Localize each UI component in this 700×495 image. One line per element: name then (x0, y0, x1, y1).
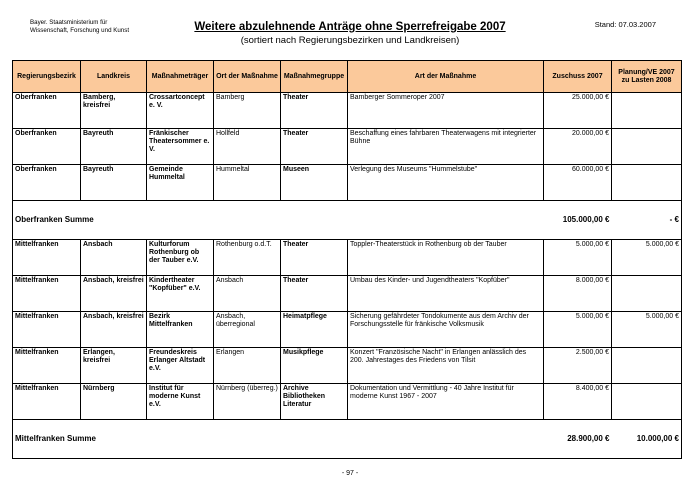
cell-regierungsbezirk: Mittelfranken (13, 384, 81, 420)
cell-planung (612, 93, 682, 129)
cell-art: Konzert "Französische Nacht" in Erlangen anlässlich des 200. Jahrestages des Friedens von Tilsit (348, 348, 544, 384)
cell-landkreis: Erlangen, kreisfrei (81, 348, 147, 384)
cell-massnahmetraeger: Fränkischer Theatersommer e. V. (147, 129, 214, 165)
table-row (13, 93, 682, 129)
cell-ort: Hollfeld (214, 129, 281, 165)
summary-zuschuss: 28.900,00 € (544, 420, 612, 459)
cell-landkreis: Nürnberg (81, 384, 147, 420)
ministry-line-2: Wissenschaft, Forschung und Kunst (30, 27, 130, 34)
table-row (13, 384, 682, 420)
cell-art: Bamberger Sommeroper 2007 (348, 93, 544, 129)
cell-art: Dokumentation und Vermittlung - 40 Jahre Institut für moderne Kunst 1967 - 2007 (348, 384, 544, 420)
col-header-planung: Planung/VE 2007 zu Lasten 2008 (612, 61, 682, 93)
cell-regierungsbezirk: Mittelfranken (13, 276, 81, 312)
cell-massnahmegruppe: Musikpflege (281, 348, 348, 384)
table-row (13, 312, 682, 348)
table-header-row (13, 61, 682, 93)
cell-massnahmetraeger: Bezirk Mittelfranken (147, 312, 214, 348)
cell-zuschuss: 60.000,00 € (544, 165, 612, 201)
document-title-text: Weitere abzulehnende Anträge ohne Sperrefreigabe 2007 (194, 21, 506, 33)
cell-ort: Erlangen (214, 348, 281, 384)
cell-ort: Hummeltal (214, 165, 281, 201)
cell-massnahmegruppe: Theater (281, 240, 348, 276)
cell-ort: Rothenburg o.d.T. (214, 240, 281, 276)
col-header-art: Art der Maßnahme (348, 61, 544, 93)
ministry-line-1: Bayer. Staatsministerium für (30, 19, 108, 26)
summary-row-oberfranken (13, 201, 682, 240)
table-row (13, 348, 682, 384)
cell-planung (612, 276, 682, 312)
cell-zuschuss: 25.000,00 € (544, 93, 612, 129)
cell-massnahmetraeger: Institut für moderne Kunst e.V. (147, 384, 214, 420)
document-subtitle: (sortiert nach Regierungsbezirken und Landkreisen) (240, 35, 460, 46)
cell-regierungsbezirk: Mittelfranken (13, 240, 81, 276)
col-header-regierungsbezirk: Regierungsbezirk (13, 61, 81, 93)
summary-zuschuss: 105.000,00 € (544, 201, 612, 240)
cell-massnahmegruppe: Theater (281, 276, 348, 312)
cell-massnahmetraeger: Crossartconcept e. V. (147, 93, 214, 129)
cell-planung (612, 165, 682, 201)
col-header-massnahmegruppe: Maßnahmegruppe (281, 61, 348, 93)
col-header-zuschuss: Zuschuss 2007 (544, 61, 612, 93)
summary-label: Mittelfranken Summe (13, 420, 544, 459)
col-header-ort: Ort der Maßnahme (214, 61, 281, 93)
applications-table (12, 60, 682, 459)
cell-ort: Bamberg (214, 93, 281, 129)
cell-zuschuss: 5.000,00 € (544, 312, 612, 348)
cell-zuschuss: 2.500,00 € (544, 348, 612, 384)
cell-landkreis: Bamberg, kreisfrei (81, 93, 147, 129)
col-header-massnahmetraeger: Maßnahmeträger (147, 61, 214, 93)
table-row (13, 129, 682, 165)
summary-row-mittelfranken (13, 420, 682, 459)
cell-regierungsbezirk: Mittelfranken (13, 312, 81, 348)
table-row (13, 165, 682, 201)
cell-massnahmegruppe: Heimatpflege (281, 312, 348, 348)
cell-planung (612, 384, 682, 420)
page-number: - 97 - (341, 470, 359, 477)
cell-massnahmetraeger: Gemeinde Hummeltal (147, 165, 214, 201)
table-row (13, 240, 682, 276)
cell-regierungsbezirk: Oberfranken (13, 129, 81, 165)
summary-planung: 10.000,00 € (612, 420, 682, 459)
cell-planung (612, 348, 682, 384)
cell-planung (612, 129, 682, 165)
cell-planung: 5.000,00 € (612, 312, 682, 348)
cell-zuschuss: 20.000,00 € (544, 129, 612, 165)
cell-zuschuss: 8.000,00 € (544, 276, 612, 312)
cell-ort: Ansbach (214, 276, 281, 312)
cell-art: Sicherung gefährdeter Tondokumente aus dem Archiv der Forschungsstelle für fränkische Volksmusik (348, 312, 544, 348)
summary-planung: - € (612, 201, 682, 240)
cell-zuschuss: 8.400,00 € (544, 384, 612, 420)
cell-landkreis: Ansbach (81, 240, 147, 276)
cell-massnahmegruppe: Museen (281, 165, 348, 201)
cell-art: Toppler-Theaterstück in Rothenburg ob der Tauber (348, 240, 544, 276)
cell-planung: 5.000,00 € (612, 240, 682, 276)
cell-landkreis: Bayreuth (81, 165, 147, 201)
cell-art: Verlegung des Museums "Hummelstube" (348, 165, 544, 201)
summary-label: Oberfranken Summe (13, 201, 544, 240)
table-row (13, 276, 682, 312)
cell-massnahmegruppe: Archive Bibliotheken Literatur (281, 384, 348, 420)
cell-art: Umbau des Kinder- und Jugendtheaters "Kopfüber" (348, 276, 544, 312)
cell-massnahmetraeger: Freundeskreis Erlanger Altstadt e.V. (147, 348, 214, 384)
cell-landkreis: Ansbach, kreisfrei (81, 312, 147, 348)
cell-landkreis: Bayreuth (81, 129, 147, 165)
cell-zuschuss: 5.000,00 € (544, 240, 612, 276)
cell-ort: Nürnberg (überreg.) (214, 384, 281, 420)
cell-massnahmegruppe: Theater (281, 93, 348, 129)
cell-regierungsbezirk: Oberfranken (13, 165, 81, 201)
cell-massnahmegruppe: Theater (281, 129, 348, 165)
cell-regierungsbezirk: Oberfranken (13, 93, 81, 129)
col-header-landkreis: Landkreis (81, 61, 147, 93)
cell-massnahmetraeger: Kulturforum Rothenburg ob der Tauber e.V. (147, 240, 214, 276)
cell-art: Beschaffung eines fahrbaren Theaterwagens mit integrierter Bühne (348, 129, 544, 165)
cell-massnahmetraeger: Kindertheater "Kopfüber" e.V. (147, 276, 214, 312)
stand-date: Stand: 07.03.2007 (594, 20, 656, 29)
cell-regierungsbezirk: Mittelfranken (13, 348, 81, 384)
cell-ort: Ansbach, überregional (214, 312, 281, 348)
cell-landkreis: Ansbach, kreisfrei (81, 276, 147, 312)
